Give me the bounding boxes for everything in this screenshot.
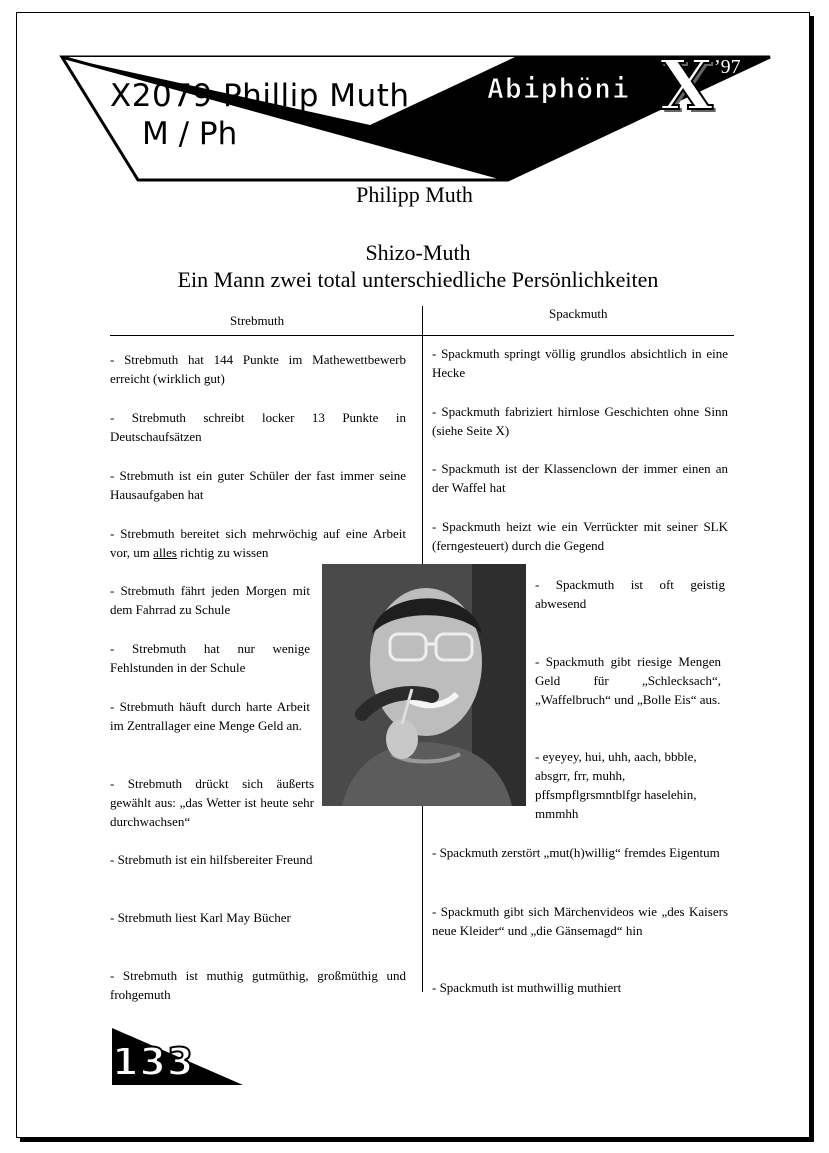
left-item-text: richtig zu wissen bbox=[177, 545, 269, 560]
right-item: - Spackmuth fabriziert hirnlose Geschichten ohne Sinn (siehe Seite X) bbox=[432, 404, 728, 438]
right-item: - Spackmuth zerstört „mut(h)willig“ fremdes Eigentum bbox=[432, 845, 720, 860]
left-item: - Strebmuth drückt sich äußerts gewählt aus: „das Wetter ist heute sehr durchwachsen“ bbox=[110, 776, 314, 829]
left-item-underlined: alles bbox=[153, 545, 177, 560]
right-item: - eyeyey, hui, uhh, aach, bbble, absgrr, frr, muhh, pffsmpflgrsmntblfgr haselehin, mmmhh bbox=[535, 749, 697, 821]
left-item: - Strebmuth hat nur wenige Fehlstunden in der Schule bbox=[110, 641, 310, 675]
right-item: - Spackmuth ist oft geistig abwesend bbox=[535, 577, 725, 611]
right-column-header: Spackmuth bbox=[549, 306, 608, 321]
right-item: - Spackmuth ist muthwillig muthiert bbox=[432, 980, 622, 995]
brand-logo-text: Abiphöni bbox=[487, 72, 630, 105]
left-item: - Strebmuth häuft durch harte Arbeit im Zentrallager eine Menge Geld an. bbox=[110, 699, 310, 733]
student-id-name: X2079 Phillip Muth bbox=[110, 78, 410, 114]
right-item: - Spackmuth gibt riesige Mengen Geld für „Schlecksach“, „Waffelbruch“ und „Bolle Eis“ aus. bbox=[535, 654, 721, 707]
left-item: - Strebmuth ist ein hilfsbereiter Freund bbox=[110, 852, 313, 867]
left-column-header: Strebmuth bbox=[230, 313, 285, 328]
right-item: - Spackmuth springt völlig grundlos absichtlich in eine Hecke bbox=[432, 346, 728, 380]
page-title: Shizo-Muth bbox=[365, 240, 471, 265]
left-item: - Strebmuth hat 144 Punkte im Mathewettbewerb erreicht (wirklich gut) bbox=[110, 352, 406, 386]
page-subtitle: Ein Mann zwei total unterschiedliche Persönlichkeiten bbox=[177, 267, 659, 292]
left-item: - Strebmuth ist muthig gutmüthig, großmüthig und frohgemuth bbox=[110, 968, 406, 1002]
left-item: - Strebmuth liest Karl May Bücher bbox=[110, 910, 291, 925]
right-item: - Spackmuth ist der Klassenclown der immer einen an der Waffel hat bbox=[432, 461, 728, 495]
right-item: - Spackmuth heizt wie ein Verrückter mit seiner SLK (ferngesteuert) durch die Gegend bbox=[432, 519, 728, 553]
student-subjects: M / Ph bbox=[142, 116, 238, 152]
left-item: - Strebmuth fährt jeden Morgen mit dem Fahrrad zu Schule bbox=[110, 583, 310, 617]
left-item-text: - Strebmuth bereitet sich mehrwöchig auf eine Arbeit vor, um bbox=[110, 526, 406, 560]
brand-logo-year: ’97 bbox=[714, 56, 741, 78]
left-item: - Strebmuth ist ein guter Schüler der fast immer seine Hausaufgaben hat bbox=[110, 468, 406, 502]
page-number: 133 bbox=[112, 1040, 195, 1084]
brand-logo-x: X bbox=[660, 46, 713, 126]
left-item: - Strebmuth schreibt locker 13 Punkte in Deutschaufsätzen bbox=[110, 410, 406, 444]
right-item: - Spackmuth gibt sich Märchenvideos wie „des Kaisers neue Kleider“ und „die Gänsemagd“ hin bbox=[432, 904, 728, 938]
person-name: Philipp Muth bbox=[356, 182, 473, 207]
